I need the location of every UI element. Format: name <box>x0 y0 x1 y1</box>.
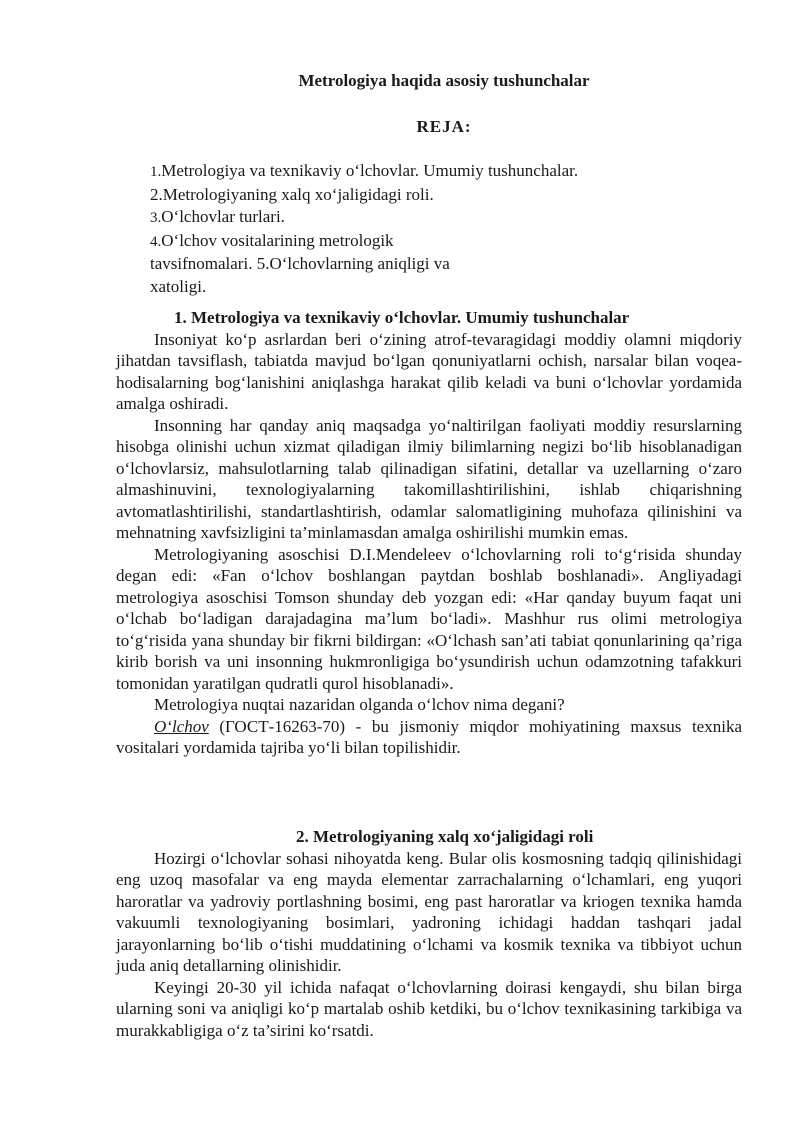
section-heading: 1. Metrologiya va texnikaviy o‘lchovlar. Umumiy tushunchalar <box>174 308 630 327</box>
section-1 <box>116 307 742 759</box>
plan-item: 1.Metrologiya va texnikaviy o‘lchovlar. Umumiy tushunchalar. <box>150 161 579 180</box>
plan-item: 2.Metrologiyaning xalq xo‘jaligidagi roli. <box>150 184 434 204</box>
plan-item: 4.O‘lchov vositalarining metrologik <box>150 230 394 250</box>
plan-item: xatoligi. <box>150 276 207 296</box>
paragraph: Keyingi 20-30 yil ichida nafaqat o‘lchovlarning doirasi kengaydi, shu bilan birga ularning soni va aniqligi ko‘p martalab oshib ketdiki, bu o‘lchov texnikasining tarkibiga va murakkabligiga o‘z ta’sirini ko‘rsatdi. <box>116 977 742 1040</box>
plan-item: tavsifnomalari. 5.O‘lchovlarning aniqligi va <box>150 254 450 273</box>
section-heading: 2. Metrologiyaning xalq xo‘jaligidagi roli <box>296 827 594 846</box>
section-2 <box>116 826 742 1041</box>
paragraph: Hozirgi o‘lchovlar sohasi nihoyatda keng. Bular olis kosmosning tadqiq qilinishidagi eng uzoq masofalar va eng mayda elementar zarrachalarning o‘lchamlari, eng yuqori haroratlar va yadroviy portlashning bosimi, eng past haroratlar va kriogen texnika hamda vakuumli texnologiyaning bosimlari, yadroning ichidagi haddan tashqari jadal jarayonlarning bo‘lib o‘tishi muddatining o‘lchami va kosmik texnika va tibbiyot uchun juda aniq detallarning olinishidir. <box>116 848 742 975</box>
paragraph: Insoniyat ko‘p asrlardan beri o‘zining atrof-tevaragidagi moddiy olamni miqdoriy jihatdan tavsiflash, tabiatda mavjud bo‘lgan qonuniyatlarni ochish, narsalar bilan voqea-hodisalarning bog‘lanishini aniqlashga harakat qilib keladi va buni o‘lchovlar yordamida amalga oshiradi. <box>116 329 742 413</box>
paragraph: Metrologiyaning asoschisi D.I.Mendeleev o‘lchovlarning roli to‘g‘risida shunday degan edi: «Fan o‘lchov boshlangan paytdan boshlab boshlanadi». Angliyadagi metrologiya asoschisi Tomson shunday deb yozgan edi: «Har qanday buyum faqat uni o‘lchab bo‘ladigan darajadagina ma’lum bo‘ladi». Mashhur rus olimi metrologiya to‘g‘risida yana shunday bir fikrni bildirgan: «O‘lchash san’ati tabiat qonunlarining qa’riga kirib borish va uni insonning hukmronligiga bo‘ysundirish uchun odamzotning tafakkuri tomonidan yaratilgan qudratli qurol hisoblanadi». <box>116 544 742 693</box>
plan-list <box>150 160 650 298</box>
document-title: Metrologiya haqida asosiy tushunchalar <box>298 71 590 90</box>
paragraph: Insonning har qanday aniq maqsadga yo‘naltirilgan faoliyati moddiy resurslarning hisobga olinishi uchun xizmat qiladigan ilmiy bilimlarning negizi bo‘lib hisoblanadigan o‘lchovlarsiz, mahsulotlarning talab qilinadigan sifatini, detallar va uzellarning o‘zaro almashinuvini, texnologiyalarning takomillashtirilishini, ishlab chiqarishning avtomatlashtirilishi, standartlashtirish, odamlar salomatligining muhofaza qilinishini va mehnatning xavfsizligini ta’minlamasdan amalga oshirilishi mumkin emas. <box>116 415 742 542</box>
paragraph: Metrologiya nuqtai nazaridan olganda o‘lchov nima degani? <box>154 695 565 714</box>
definition-paragraph: O‘lchov (ГОСТ-16263-70) - bu jismoniy miqdor mohiyatining maxsus texnika vositalari yordamida tajriba yo‘li bilan topilishidir. <box>116 716 742 757</box>
plan-item: 3.O‘lchovlar turlari. <box>150 207 285 226</box>
plan-heading: REJA: <box>416 117 472 136</box>
definition-term-link[interactable]: O‘lchov <box>154 716 209 736</box>
